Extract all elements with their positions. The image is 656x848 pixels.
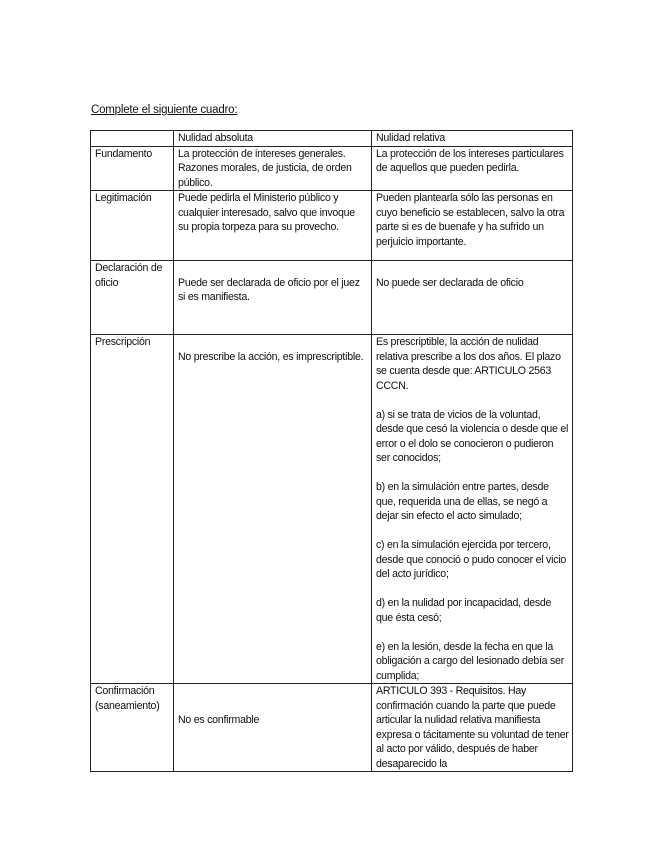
- cell-absoluta: [174, 684, 372, 772]
- cell-absoluta: Puede pedirla el Ministerio público y cualquier interesado, salvo que invoque su propia torpeza para su provecho.: [174, 191, 372, 261]
- page-heading: Complete el siguiente cuadro:: [91, 104, 238, 116]
- row-label: Confirmación (saneamiento): [91, 684, 174, 772]
- header-nulidad-absoluta: Nulidad absoluta: [174, 131, 372, 147]
- prescripcion-intro: Es prescriptible, la acción de nulidad relativa prescribe a los dos años. El plazo se cuenta desde que: ARTICULO 2563 CCCN.: [376, 336, 561, 392]
- prescripcion-item-d: d) en la nulidad por incapacidad, desde que ésta cesó;: [376, 597, 552, 624]
- cell-relativa: [372, 261, 573, 335]
- row-label: Legitimación: [91, 191, 174, 261]
- cell-absoluta-text: No prescribe la acción, es imprescriptible.: [178, 350, 364, 363]
- row-prescripcion: [91, 335, 573, 684]
- prescripcion-item-b: b) en la simulación entre partes, desde que, requerida una de ellas, se negó a dejar sin efecto el acto simulado;: [376, 481, 549, 522]
- row-label: Prescripción: [91, 335, 174, 684]
- cell-absoluta: [174, 261, 372, 335]
- row-label: Fundamento: [91, 146, 174, 191]
- cell-absoluta: La protección de intereses generales. Razones morales, de justicia, de orden público.: [174, 146, 372, 191]
- row-fundamento: [91, 146, 573, 191]
- table-header-row: [91, 131, 573, 147]
- cell-relativa: [372, 335, 573, 684]
- comparison-table: [90, 130, 573, 772]
- header-empty-cell: [91, 131, 174, 147]
- cell-absoluta: [174, 335, 372, 684]
- cell-absoluta-text: No es confirmable: [178, 714, 260, 726]
- prescripcion-item-c: c) en la simulación ejercida por tercero, desde que conoció o pudo conocer el vicio del acto jurídico;: [376, 539, 566, 580]
- cell-relativa: ARTICULO 393 - Requisitos. Hay confirmación cuando la parte que puede articular la nulidad relativa manifiesta expresa o tácitamente su voluntad de tener al acto por válido, después de haber desaparecido la: [372, 684, 573, 772]
- header-nulidad-relativa: Nulidad relativa: [372, 131, 573, 147]
- row-declaracion-de-oficio: [91, 261, 573, 335]
- row-confirmacion: [91, 684, 573, 772]
- cell-relativa: Pueden plantearla sólo las personas en cuyo beneficio se establecen, salvo la otra parte si es de buenafe y ha sufrido un perjuicio importante.: [372, 191, 573, 261]
- cell-relativa: La protección de los intereses particulares de aquellos que pueden pedirla.: [372, 146, 573, 191]
- prescripcion-item-a: a) si se trata de vicios de la voluntad, desde que cesó la violencia o desde que el error o el dolo se conocieron o pudieron ser conocidos;: [376, 408, 569, 464]
- row-label: Declaración de oficio: [91, 261, 174, 335]
- cell-absoluta-text: Puede ser declarada de oficio por el juez si es manifiesta.: [178, 276, 360, 303]
- cell-relativa-text: No puede ser declarada de oficio: [376, 276, 524, 289]
- prescripcion-item-e: e) en la lesión, desde la fecha en que la obligación a cargo del lesionado debía ser cumplida;: [376, 640, 564, 682]
- row-legitimacion: [91, 191, 573, 261]
